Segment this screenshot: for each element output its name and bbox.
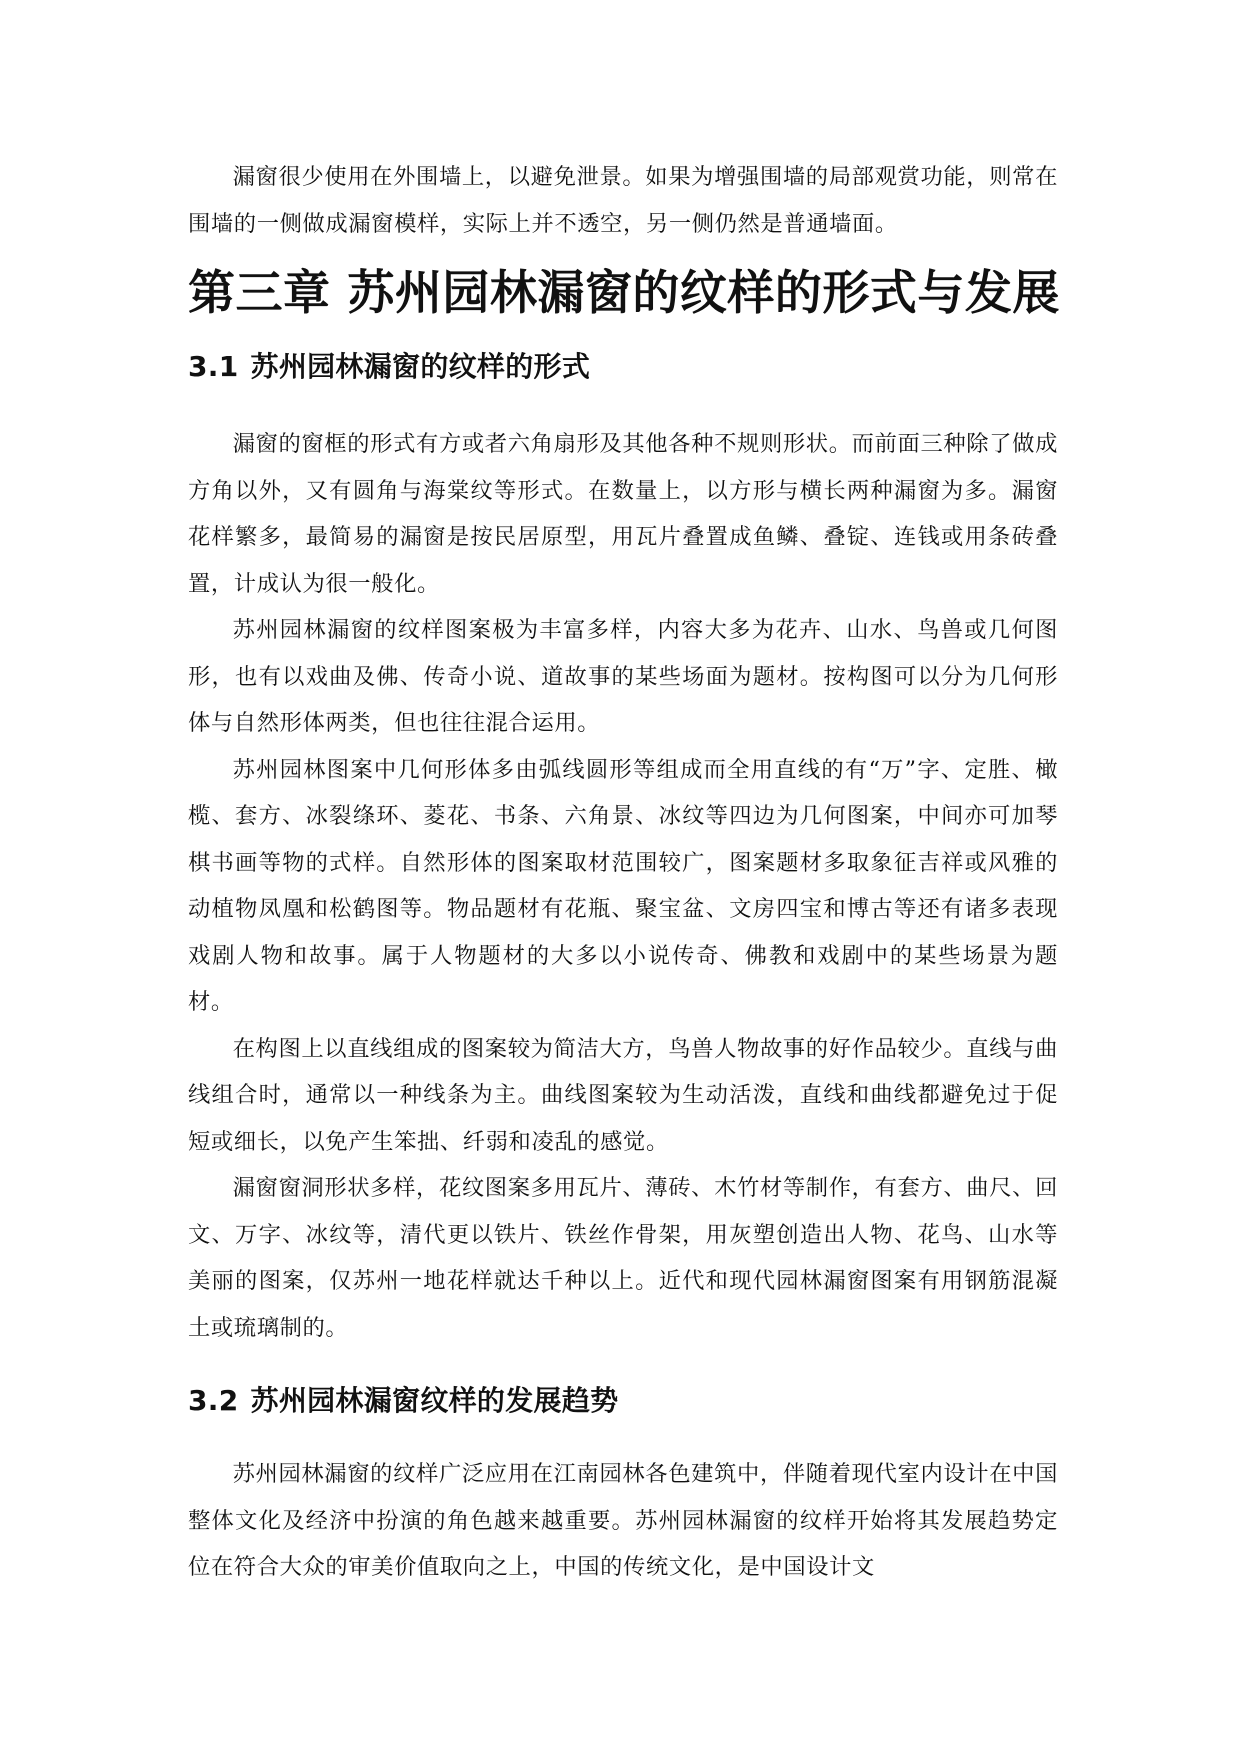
page-content [188, 154, 1058, 1591]
body-paragraph: 漏窗窗洞形状多样，花纹图案多用瓦片、薄砖、木竹材等制作，有套方、曲尺、回文、万字、冰纹等，清代更以铁片、铁丝作骨架，用灰塑创造出人物、花鸟、山水等美丽的图案，仅苏州一地花样就达千种以上。近代和现代园林漏窗图案有用钢筋混凝土或琉璃制的。 [188, 1175, 1058, 1341]
section-title: 苏州园林漏窗纹样的发展趋势 [250, 1384, 619, 1417]
body-paragraph: 苏州园林漏窗的纹样图案极为丰富多样，内容大多为花卉、山水、鸟兽或几何图形，也有以戏曲及佛、传奇小说、道故事的某些场面为题材。按构图可以分为几何形体与自然形体两类，但也往往混合运用。 [188, 617, 1058, 736]
section-number: 3.1 [188, 350, 239, 383]
intro-paragraph: 漏窗很少使用在外围墙上，以避免泄景。如果为增强围墙的局部观赏功能，则常在围墙的一侧做成漏窗模样，实际上并不透空，另一侧仍然是普通墙面。 [188, 164, 1058, 237]
chapter-title: 第三章 苏州园林漏窗的纹样的形式与发展 [188, 266, 1060, 321]
section-number: 3.2 [188, 1384, 239, 1417]
body-paragraph: 漏窗的窗框的形式有方或者六角扇形及其他各种不规则形状。而前面三种除了做成方角以外，又有圆角与海棠纹等形式。在数量上，以方形与横长两种漏窗为多。漏窗花样繁多，最简易的漏窗是按民居原型，用瓦片叠置成鱼鳞、叠锭、连钱或用条砖叠置，计成认为很一般化。 [188, 431, 1058, 597]
section-heading-3-1 [188, 347, 1058, 387]
section-heading-3-2 [188, 1381, 1058, 1421]
body-paragraph: 苏州园林漏窗的纹样广泛应用在江南园林各色建筑中，伴随着现代室内设计在中国整体文化及经济中扮演的角色越来越重要。苏州园林漏窗的纹样开始将其发展趋势定位在符合大众的审美价值取向之上，中国的传统文化，是中国设计文 [188, 1461, 1058, 1580]
section-title: 苏州园林漏窗的纹样的形式 [250, 350, 591, 383]
body-paragraph: 苏州园林图案中几何形体多由弧线圆形等组成而全用直线的有“万”字、定胜、橄榄、套方、冰裂绦环、菱花、书条、六角景、冰纹等四边为几何图案，中间亦可加琴棋书画等物的式样。自然形体的图案取材范围较广，图案题材多取象征吉祥或风雅的动植物凤凰和松鹤图等。物品题材有花瓶、聚宝盆、文房四宝和博古等还有诸多表现戏剧人物和故事。属于人物题材的大多以小说传奇、佛教和戏剧中的某些场景为题材。 [188, 756, 1058, 1015]
body-paragraph: 在构图上以直线组成的图案较为简洁大方，鸟兽人物故事的好作品较少。直线与曲线组合时，通常以一种线条为主。曲线图案较为生动活泼，直线和曲线都避免过于促短或细长，以免产生笨拙、纤弱和凌乱的感觉。 [188, 1035, 1058, 1155]
